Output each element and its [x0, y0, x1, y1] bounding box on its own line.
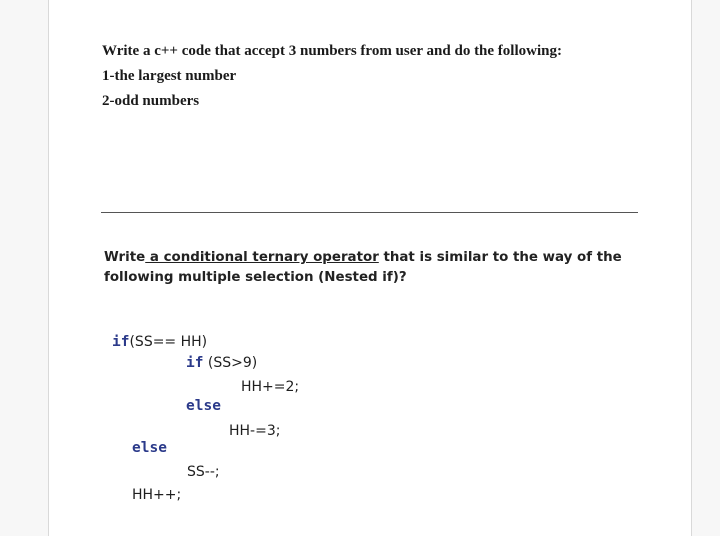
keyword-inner-if: if	[186, 355, 204, 371]
statement-ss-decrement: SS--;	[187, 464, 220, 480]
keyword-inner-else: else	[186, 398, 221, 414]
statement-hh-plus-2: HH+=2;	[241, 379, 300, 395]
statement-hh-minus-3: HH-=3;	[229, 423, 281, 439]
question1-prompt: Write a c++ code that accept 3 numbers from user and do the following:	[102, 43, 562, 59]
code-inner-if	[186, 355, 257, 371]
code-ss-decrement	[187, 464, 220, 480]
question2-prompt-line1	[104, 250, 622, 265]
keyword-if: if	[112, 334, 130, 350]
code-hh-plus-2	[241, 379, 299, 395]
left-gutter	[0, 0, 49, 536]
section-divider	[101, 212, 638, 213]
code-inner-else	[186, 398, 221, 414]
inner-if-condition: (SS>9)	[203, 355, 258, 371]
statement-hh-increment: HH++;	[132, 487, 182, 503]
question1-item-largest: 1-the largest number	[102, 68, 237, 84]
code-outer-if	[112, 334, 207, 350]
question1-item-odd: 2-odd numbers	[102, 93, 200, 109]
right-gutter	[691, 0, 720, 536]
code-hh-minus-3	[229, 423, 280, 439]
question2-suffix: that is similar to the way of the	[378, 250, 622, 265]
question2-prefix: Write	[104, 250, 146, 265]
keyword-outer-else: else	[132, 440, 167, 456]
code-hh-increment	[132, 487, 181, 503]
outer-if-condition: (SS== HH)	[129, 334, 208, 350]
document-page	[49, 0, 691, 536]
question2-underlined-phrase: a conditional ternary operator	[145, 250, 379, 265]
code-outer-else	[132, 440, 167, 456]
question2-prompt-line2: following multiple selection (Nested if)?	[104, 270, 407, 285]
